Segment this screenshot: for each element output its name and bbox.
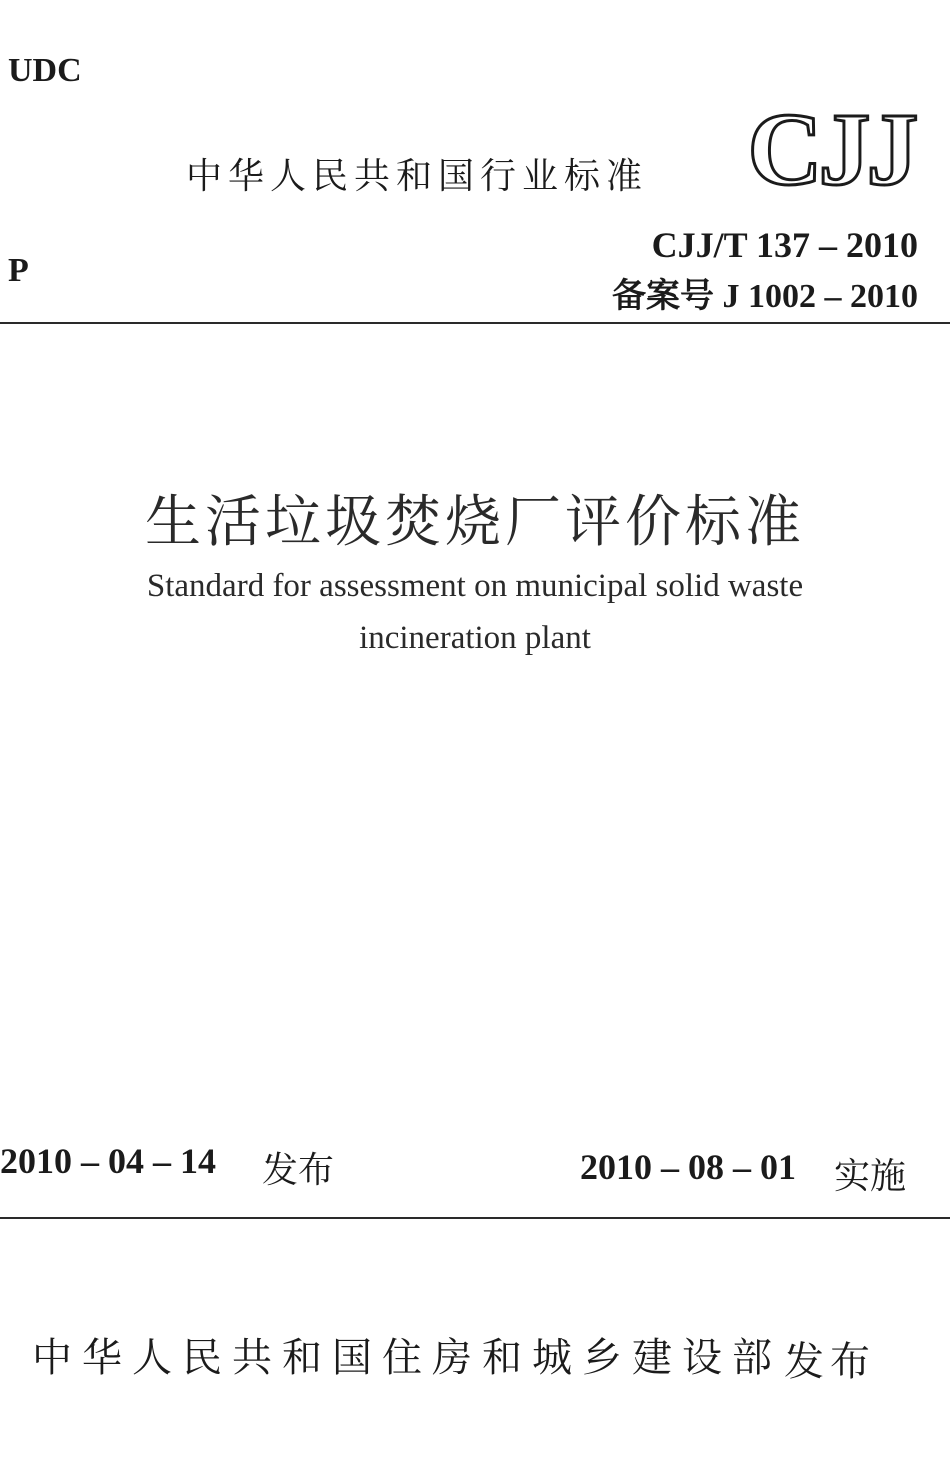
record-number: 备案号 J 1002 – 2010 (612, 278, 918, 315)
publisher-name: 中华人民共和国住房和城乡建设部 (32, 1335, 782, 1381)
bottom-divider (0, 1217, 950, 1219)
top-divider (0, 322, 950, 324)
classification-label: P (8, 252, 29, 289)
standard-number: CJJ/T 137 – 2010 (651, 225, 918, 265)
industry-standard-heading: 中华人民共和国行业标准 (186, 156, 649, 197)
implementation-date: 2010 – 08 – 01 (580, 1147, 796, 1187)
document-title-english (0, 560, 950, 664)
issue-date: 2010 – 04 – 14 (0, 1141, 216, 1181)
implementation-label: 实施 (834, 1156, 907, 1197)
document-title-chinese: 生活垃圾焚烧厂评价标准 (145, 492, 805, 554)
english-title-line-2: incineration plant (359, 620, 591, 656)
cjj-logo (738, 96, 924, 200)
issue-label: 发布 (262, 1150, 335, 1191)
udc-label: UDC (8, 52, 82, 89)
publisher-label: 发布 (784, 1339, 876, 1385)
cjj-logo-text: CJJ (747, 96, 915, 200)
english-title-line-1: Standard for assessment on municipal solid waste (146, 568, 804, 604)
